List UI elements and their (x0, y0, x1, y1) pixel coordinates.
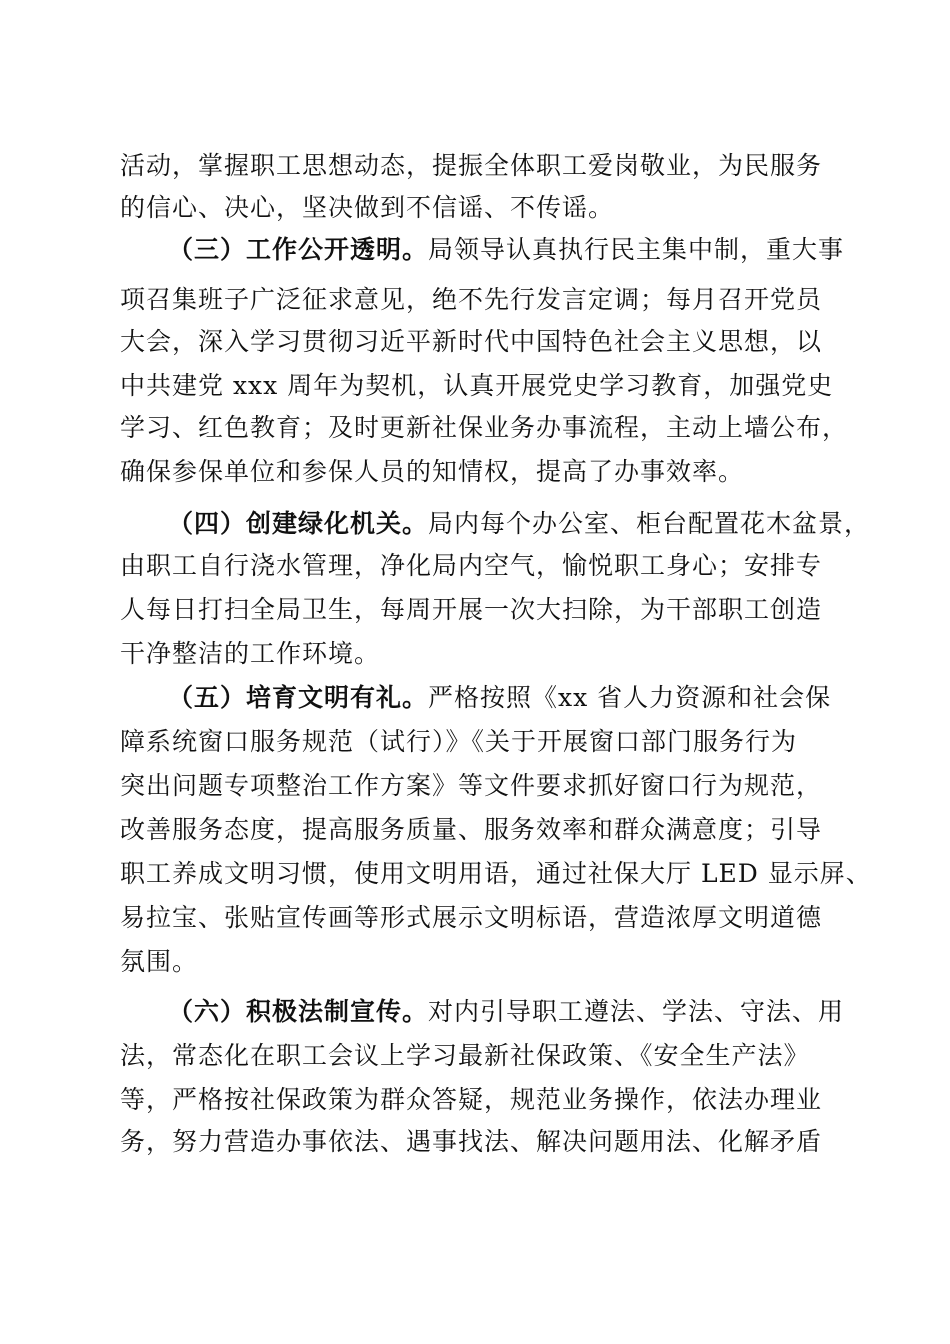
paragraph-2-line-1-text: 局领导认真执行民主集中制，重大事 (428, 235, 845, 264)
paragraph-2-line-6: 确保参保单位和参保人员的知情权，提高了办事效率。 (120, 457, 745, 486)
paragraph-5-line-1-text: 对内引导职工遵法、学法、守法、用 (428, 997, 845, 1026)
paragraph-3-line-1-text: 局内每个办公室、柜台配置花木盆景， (428, 509, 871, 538)
paragraph-3-line-1 (168, 506, 870, 542)
section-heading-5: （五）培育文明有礼。 (168, 683, 429, 712)
paragraph-2-line-3: 大会，深入学习贯彻习近平新时代中国特色社会主义思想，以 (120, 327, 823, 356)
paragraph-2-line-5: 学习、红色教育；及时更新社保业务办事流程，主动上墙公布， (120, 413, 849, 442)
paragraph-4-line-6: 易拉宝、张贴宣传画等形式展示文明标语，营造浓厚文明道德 (120, 903, 823, 932)
section-heading-4: （四）创建绿化机关。 (168, 509, 429, 538)
paragraph-3-line-4: 干净整洁的工作环境。 (120, 639, 381, 668)
paragraph-4-line-1 (168, 680, 831, 716)
paragraph-5-line-3: 等，严格按社保政策为群众答疑，规范业务操作，依法办理业 (120, 1085, 823, 1114)
paragraph-3-line-2: 由职工自行浇水管理，净化局内空气，愉悦职工身心；安排专 (120, 551, 823, 580)
section-heading-6: （六）积极法制宣传。 (168, 997, 429, 1026)
paragraph-4-line-7: 氛围。 (120, 947, 199, 976)
paragraph-4-line-2: 障系统窗口服务规范（试行）》《关于开展窗口部门服务行为 (120, 727, 798, 756)
paragraph-1-line-1: 活动，掌握职工思想动态，提振全体职工爱岗敬业，为民服务 (120, 151, 823, 180)
paragraph-2-line-1 (168, 232, 844, 268)
paragraph-5-line-4: 务，努力营造办事依法、遇事找法、解决问题用法、化解矛盾 (120, 1127, 823, 1156)
paragraph-2-line-4: 中共建党 xxx 周年为契机，认真开展党史学习教育，加强党史 (120, 371, 834, 400)
paragraph-4-line-1-text: 严格按照《xx 省人力资源和社会保 (428, 683, 832, 712)
paragraph-2-line-2: 项召集班子广泛征求意见，绝不先行发言定调；每月召开党员 (120, 285, 823, 314)
paragraph-4-line-5: 职工养成文明习惯，使用文明用语，通过社保大厅 LED 显示屏、 (120, 859, 872, 888)
paragraph-4-line-3: 突出问题专项整治工作方案》等文件要求抓好窗口行为规范， (120, 771, 823, 800)
paragraph-3-line-3: 人每日打扫全局卫生，每周开展一次大扫除，为干部职工创造 (120, 595, 823, 624)
paragraph-4-line-4: 改善服务态度，提高服务质量、服务效率和群众满意度；引导 (120, 815, 823, 844)
section-heading-3: （三）工作公开透明。 (168, 235, 429, 264)
paragraph-5-line-2: 法，常态化在职工会议上学习最新社保政策、《安全生产法》 (120, 1041, 810, 1070)
paragraph-1-line-2: 的信心、决心，坚决做到不信谣、不传谣。 (120, 193, 615, 222)
paragraph-5-line-1 (168, 994, 844, 1030)
